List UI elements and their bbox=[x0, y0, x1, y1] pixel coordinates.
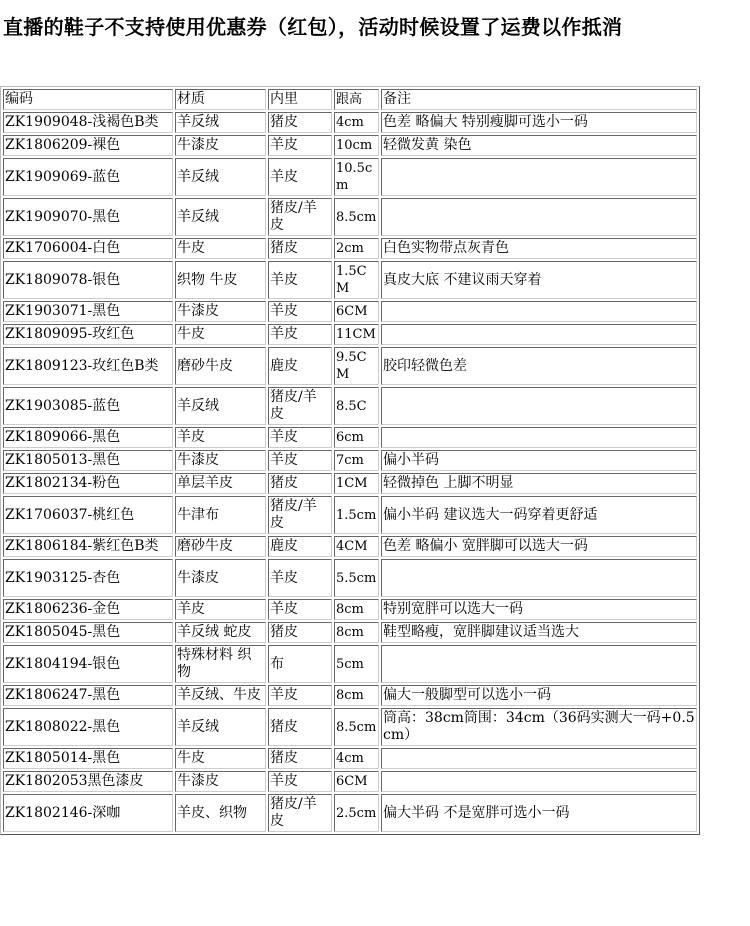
cell-heel-height: 7cm bbox=[334, 450, 379, 471]
cell-heel-height: 4cm bbox=[334, 748, 379, 769]
cell-remarks bbox=[381, 645, 697, 683]
cell-lining: 鹿皮 bbox=[268, 536, 332, 557]
cell-lining: 鹿皮 bbox=[268, 347, 332, 385]
header-code: 编码 bbox=[3, 89, 173, 110]
cell-heel-height: 1.5cm bbox=[334, 496, 379, 534]
table-row bbox=[3, 347, 697, 385]
cell-material: 羊皮 bbox=[175, 427, 266, 448]
cell-code: ZK1903125-杏色 bbox=[3, 559, 173, 597]
cell-code: ZK1706037-桃红色 bbox=[3, 496, 173, 534]
cell-material: 牛漆皮 bbox=[175, 450, 266, 471]
cell-material: 牛皮 bbox=[175, 324, 266, 345]
cell-remarks: 筒高：38cm筒围：34cm（36码实测大一码+0.5cm） bbox=[381, 708, 697, 746]
cell-code: ZK1806209-裸色 bbox=[3, 135, 173, 156]
cell-heel-height: 8cm bbox=[334, 685, 379, 706]
cell-lining: 猪皮 bbox=[268, 622, 332, 643]
cell-remarks: 偏大一般脚型可以选小一码 bbox=[381, 685, 697, 706]
table-row bbox=[3, 261, 697, 299]
cell-heel-height: 2cm bbox=[334, 238, 379, 259]
table-row bbox=[3, 135, 697, 156]
cell-heel-height: 4CM bbox=[334, 536, 379, 557]
cell-material: 羊反绒 bbox=[175, 158, 266, 196]
cell-remarks: 色差 略偏大 特别瘦脚可选小一码 bbox=[381, 112, 697, 133]
table-row bbox=[3, 198, 697, 236]
header-lining: 内里 bbox=[268, 89, 332, 110]
cell-lining: 羊皮 bbox=[268, 685, 332, 706]
cell-material: 牛津布 bbox=[175, 496, 266, 534]
cell-lining: 羊皮 bbox=[268, 261, 332, 299]
shoe-table bbox=[0, 86, 700, 835]
cell-lining: 羊皮 bbox=[268, 427, 332, 448]
cell-lining: 布 bbox=[268, 645, 332, 683]
cell-code: ZK1809066-黑色 bbox=[3, 427, 173, 448]
cell-lining: 猪皮/羊皮 bbox=[268, 794, 332, 832]
cell-remarks bbox=[381, 324, 697, 345]
cell-heel-height: 10.5cm bbox=[334, 158, 379, 196]
table-header-row bbox=[3, 89, 697, 110]
cell-remarks: 白色实物带点灰青色 bbox=[381, 238, 697, 259]
shoe-table-container bbox=[0, 86, 700, 835]
table-row bbox=[3, 496, 697, 534]
cell-heel-height: 6cm bbox=[334, 427, 379, 448]
cell-heel-height: 5cm bbox=[334, 645, 379, 683]
header-remarks: 备注 bbox=[381, 89, 697, 110]
table-row bbox=[3, 622, 697, 643]
cell-remarks: 偏小半码 bbox=[381, 450, 697, 471]
cell-heel-height: 4cm bbox=[334, 112, 379, 133]
cell-heel-height: 6CM bbox=[334, 301, 379, 322]
table-row bbox=[3, 536, 697, 557]
cell-remarks: 轻微发黄 染色 bbox=[381, 135, 697, 156]
cell-material: 羊反绒 bbox=[175, 708, 266, 746]
cell-lining: 羊皮 bbox=[268, 135, 332, 156]
cell-heel-height: 11CM bbox=[334, 324, 379, 345]
cell-lining: 羊皮 bbox=[268, 771, 332, 792]
cell-remarks bbox=[381, 301, 697, 322]
cell-lining: 羊皮 bbox=[268, 158, 332, 196]
cell-lining: 羊皮 bbox=[268, 324, 332, 345]
cell-remarks: 真皮大底 不建议雨天穿着 bbox=[381, 261, 697, 299]
page-title: 直播的鞋子不支持使用优惠券（红包），活动时候设置了运费以作抵消 bbox=[3, 15, 623, 39]
cell-remarks bbox=[381, 559, 697, 597]
cell-remarks: 偏大半码 不是宽胖可选小一码 bbox=[381, 794, 697, 832]
cell-lining: 羊皮 bbox=[268, 301, 332, 322]
cell-heel-height: 9.5CM bbox=[334, 347, 379, 385]
cell-remarks bbox=[381, 158, 697, 196]
table-row bbox=[3, 473, 697, 494]
cell-remarks: 色差 略偏小 宽胖脚可以选大一码 bbox=[381, 536, 697, 557]
cell-material: 羊皮 bbox=[175, 599, 266, 620]
cell-heel-height: 8.5C bbox=[334, 387, 379, 425]
table-row bbox=[3, 794, 697, 832]
table-row bbox=[3, 112, 697, 133]
cell-remarks: 偏小半码 建议选大一码穿着更舒适 bbox=[381, 496, 697, 534]
table-row bbox=[3, 387, 697, 425]
cell-material: 牛皮 bbox=[175, 748, 266, 769]
cell-lining: 猪皮 bbox=[268, 748, 332, 769]
cell-code: ZK1706004-白色 bbox=[3, 238, 173, 259]
cell-code: ZK1903071-黑色 bbox=[3, 301, 173, 322]
cell-remarks bbox=[381, 748, 697, 769]
table-row bbox=[3, 559, 697, 597]
table-row bbox=[3, 771, 697, 792]
cell-remarks: 轻微掉色 上脚不明显 bbox=[381, 473, 697, 494]
table-row bbox=[3, 748, 697, 769]
cell-lining: 猪皮 bbox=[268, 473, 332, 494]
cell-heel-height: 8cm bbox=[334, 622, 379, 643]
cell-material: 特殊材料 织物 bbox=[175, 645, 266, 683]
cell-code: ZK1804194-银色 bbox=[3, 645, 173, 683]
cell-code: ZK1909070-黑色 bbox=[3, 198, 173, 236]
cell-remarks bbox=[381, 427, 697, 448]
cell-material: 羊反绒 bbox=[175, 198, 266, 236]
cell-heel-height: 1.5CM bbox=[334, 261, 379, 299]
cell-code: ZK1805045-黑色 bbox=[3, 622, 173, 643]
shoe-table-body bbox=[3, 89, 697, 832]
cell-code: ZK1909048-浅褐色B类 bbox=[3, 112, 173, 133]
table-row bbox=[3, 645, 697, 683]
table-row bbox=[3, 301, 697, 322]
cell-heel-height: 6CM bbox=[334, 771, 379, 792]
table-row bbox=[3, 450, 697, 471]
table-row bbox=[3, 708, 697, 746]
cell-material: 磨砂牛皮 bbox=[175, 347, 266, 385]
cell-material: 牛漆皮 bbox=[175, 771, 266, 792]
cell-code: ZK1805013-黑色 bbox=[3, 450, 173, 471]
cell-material: 织物 牛皮 bbox=[175, 261, 266, 299]
cell-heel-height: 8.5cm bbox=[334, 198, 379, 236]
cell-material: 牛漆皮 bbox=[175, 135, 266, 156]
cell-lining: 猪皮 bbox=[268, 112, 332, 133]
cell-code: ZK1802053黑色漆皮 bbox=[3, 771, 173, 792]
cell-code: ZK1802146-深咖 bbox=[3, 794, 173, 832]
cell-material: 磨砂牛皮 bbox=[175, 536, 266, 557]
cell-material: 牛漆皮 bbox=[175, 301, 266, 322]
cell-code: ZK1808022-黑色 bbox=[3, 708, 173, 746]
cell-code: ZK1903085-蓝色 bbox=[3, 387, 173, 425]
cell-code: ZK1909069-蓝色 bbox=[3, 158, 173, 196]
cell-lining: 羊皮 bbox=[268, 450, 332, 471]
header-material: 材质 bbox=[175, 89, 266, 110]
cell-material: 羊反绒 bbox=[175, 112, 266, 133]
cell-material: 单层羊皮 bbox=[175, 473, 266, 494]
cell-code: ZK1809095-玫红色 bbox=[3, 324, 173, 345]
table-row bbox=[3, 238, 697, 259]
cell-material: 牛皮 bbox=[175, 238, 266, 259]
cell-remarks bbox=[381, 198, 697, 236]
cell-code: ZK1806184-紫红色B类 bbox=[3, 536, 173, 557]
table-row bbox=[3, 599, 697, 620]
cell-code: ZK1802134-粉色 bbox=[3, 473, 173, 494]
cell-heel-height: 8.5cm bbox=[334, 708, 379, 746]
table-row bbox=[3, 685, 697, 706]
cell-heel-height: 2.5cm bbox=[334, 794, 379, 832]
cell-code: ZK1809078-银色 bbox=[3, 261, 173, 299]
cell-remarks bbox=[381, 387, 697, 425]
cell-material: 羊反绒、牛皮 bbox=[175, 685, 266, 706]
cell-heel-height: 5.5cm bbox=[334, 559, 379, 597]
cell-remarks: 胶印轻微色差 bbox=[381, 347, 697, 385]
table-row bbox=[3, 158, 697, 196]
table-row bbox=[3, 324, 697, 345]
table-row bbox=[3, 427, 697, 448]
cell-lining: 猪皮/羊皮 bbox=[268, 387, 332, 425]
cell-remarks: 特别宽胖可以选大一码 bbox=[381, 599, 697, 620]
header-heel-height: 跟高 bbox=[334, 89, 379, 110]
cell-heel-height: 8cm bbox=[334, 599, 379, 620]
cell-code: ZK1806247-黑色 bbox=[3, 685, 173, 706]
cell-code: ZK1809123-玫红色B类 bbox=[3, 347, 173, 385]
cell-code: ZK1806236-金色 bbox=[3, 599, 173, 620]
cell-material: 羊皮、织物 bbox=[175, 794, 266, 832]
cell-lining: 猪皮 bbox=[268, 708, 332, 746]
cell-material: 羊反绒 bbox=[175, 387, 266, 425]
cell-code: ZK1805014-黑色 bbox=[3, 748, 173, 769]
cell-material: 牛漆皮 bbox=[175, 559, 266, 597]
cell-material: 羊反绒 蛇皮 bbox=[175, 622, 266, 643]
cell-lining: 猪皮 bbox=[268, 238, 332, 259]
cell-remarks bbox=[381, 771, 697, 792]
cell-heel-height: 1CM bbox=[334, 473, 379, 494]
cell-lining: 猪皮/羊皮 bbox=[268, 496, 332, 534]
cell-heel-height: 10cm bbox=[334, 135, 379, 156]
cell-lining: 猪皮/羊皮 bbox=[268, 198, 332, 236]
cell-remarks: 鞋型略瘦，宽胖脚建议适当选大 bbox=[381, 622, 697, 643]
cell-lining: 羊皮 bbox=[268, 559, 332, 597]
cell-lining: 羊皮 bbox=[268, 599, 332, 620]
